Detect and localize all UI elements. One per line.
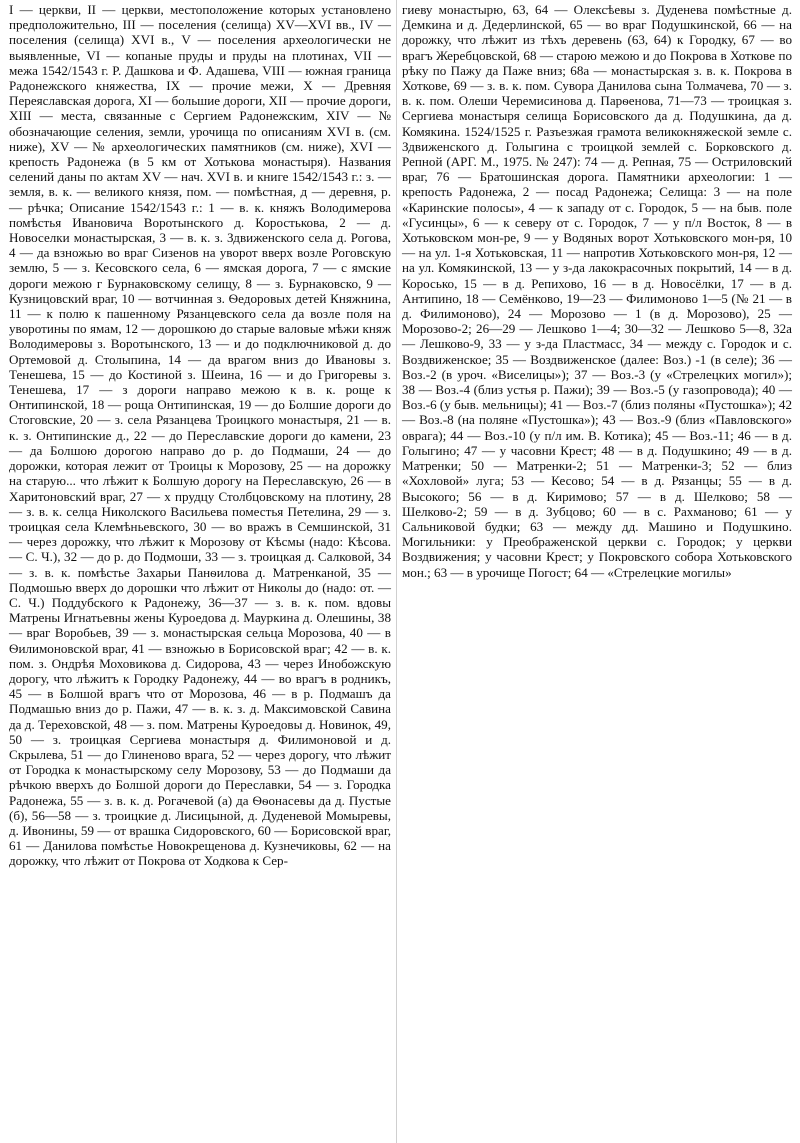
right-column	[402, 2, 792, 580]
left-column	[9, 2, 391, 869]
right-column-text: гиеву монастырю, 63, 64 — Олексѣевы з. Дуденева помѣстные д. Демкина и д. Дедерлинской, 65 — во враг Подушкинской, 66 — на дорожку, что лѣжит из тѣхъ деревень (63, 64) к Городку, 67 — во врагъ Жеребцовской, 68 — старою межою и до Покрова в Хоткове по рѣку по Пажу да Паже вниз; 68а — монастырская з. в. к. Покрова в Хоткове, 69 — з. в. к. пом. Сувора Данилова сына Толмачева, 70 — з. в. к. пом. Олеши Черемисинова д. Парѳенова, 71—73 — троицкая з. Сергиева монастыря селища Борисовского да д. Подушкина, да д. Комякина. 1524/1525 г. Разъезжая грамота великокняжеской земле с. Здвиженского д. Голыгина с троицкой землей с. Борковского д. Репной (АРГ. М., 1975. № 247): 74 — д. Репная, 75 — Остриловский враг, 76 — Братошинская дорога. Памятники археологии: 1 — крепость Радонежа, 2 — посад Радонежа; Селища: 3 — на поле «Каринские полосы», 4 — к западу от с. Городок, 5 — на быв. поле «Гусинцы», 6 — к северу от с. Городок, 7 — у п/л Восток, 8 — в Хотьковском мон-ре, 9 — у Водяных ворот Хотьковского мон-ря, 10 — на ул. 1-я Хотьковская, 11 — напротив Хотьковского мон-ря, 12 — на ул. Комякинской, 13 — у з-да лакокрасочных покрытий, 14 — в д. Коросько, 15 — в д. Репихово, 16 — в д. Новосёлки, 17 — в д. Антипино, 18 — Семёнково, 19—23 — Филимоново 1—5 (№ 21 — в д. Филимоново), 24 — Морозово — 1 (в д. Морозово), 25 — Морозово-2; 26—29 — Лешково 1—4; 30—32 — Лешково 5—8, 32а — Лешково-9, 33 — у з-да Пластмасс, 34 — между с. Городок и с. Воздвиженское; 35 — Воздвиженское (далее: Воз.) -1 (в селе); 36 — Воз.-2 (в уроч. «Виселицы»); 37 — Воз.-3 (у «Стрелецких могил»); 38 — Воз.-4 (близ устья р. Пажи); 39 — Воз.-5 (у газопровода); 40 — Воз.-6 (у быв. мельницы); 41 — Воз.-7 (близ поляны «Пустошка»); 42 — Воз.-8 (на поляне «Пустошка»); 43 — Воз.-9 (близ «Павловского» оврага); 44 — Воз.-10 (у п/л им. В. Котика); 45 — Воз.-11; 46 — в д. Голыгино; 47 — у часовни Крест; 48 — в д. Подушкино; 49 — в д. Матренки; 50 — Матренки-2; 51 — Матренки-3; 52 — близ «Хохловой» луга; 53 — Кесово; 54 — в д. Рязанцы; 55 — в д. Высокого; 56 — в д. Киримово; 57 — в д. Шелково; 58 — Шелково-2; 59 — в д. Зубцово; 60 — в с. Рахманово; 61 — у Сальниковой будки; 63 — между дд. Машино и Подушкино. Могильники: у Преображенской церкви с. Городок; у церкви Воздвижения; у часовни Крест; у Покровского собора Хотьковского мон.; 63 — в урочище Погост; 64 — «Стрелецкие могилы»	[402, 2, 792, 580]
left-column-text: I — церкви, II — церкви, местоположение которых установлено предположительно, III — поселения (селища) XV—XVI вв., IV — поселения (селища) XVI в., V — поселения археологически не выявленные, VI — копаные пруды и пруды на плотинах, VII — межа 1542/1543 г. Р. Дашкова и Ф. Адашева, VIII — южная граница Радонежского княжества, IX — прочие межи, X — Древняя Переяславская дорога, XI — большие дороги, XII — прочие дороги, XIII — места, связанные с Сергием Радонежским, XIV — № обозначающие селения, земли, урочища по описаниям XVI в. (см. ниже), XV — № археологических памятников (см. ниже), XVI — крепость Радонежа (в 5 км от Хотькова монастыря). Названия селений даны по актам XV — нач. XVI в. и книге 1542/1543 г.: з. — земля, в. к. — великого князя, пом. — помѣстная, д — деревня, р. — рѣчка; Описание 1542/1543 г.: 1 — в. к. княжъ Володимерова помѣстья Ивановича Воротынского д. Коростькова, 2 — д. Новоселки монастырская, 3 — в. к. з. Здвиженского села д. Рогова, 4 — да взножью во враг Сизенов на уворот вверх возле Роговскую землю, 5 — з. Кесовского села, 6 — ямская дорога, 7 — с ямские дороги межою г Бурнаковскому селищу, 8 — з. Бурнаковско, 9 — Кузницовский враг, 10 — вотчинная з. Ѳедоровых детей Княжнина, 11 — к полю к пашенному Рязанцевского села да возле поля на уворотины по ямам, 12 — дорошкою до старые валовые мѣжи княж Володимеровы з. Воротынского, 13 — и до подключниковой д. до Ортемовой д. Столыпина, 14 — да врагом вниз до Ивановы з. Тенешева, 15 — до Костиной з. Шеина, 16 — и до Григоревы з. Тенешева, 17 — з дороги направо межою к в. к. роще к Онтипинской, 18 — роща Онтипинская, 19 — до Болшие дороги до Стоговские, 20 — з. села Рязанцева Троицкого монастыря, 21 — в. к. з. Онтипинские д., 22 — до Переславские дороги до камени, 23 — да Болшою дорогою направо до р. до Подмаши, 24 — до дорожки, которая лежит от Троицы к Морозову, 25 — на дорожку на старую... что лѣжит к Болшую дорогу на Переславскую, 26 — в Харитоновский враг, 27 — х прудцу Столбцовскому на плотину, 28 — з. в. к. селца Николского Васильева поместья Петелина, 29 — з. троицкая села Клемѣньевского, 30 — во вражъ в Семшинской, 31 — через дорожку, что лѣжит к Морозову от Кѣсмы (надо: Кѣсова. — С. Ч.), 32 — до р. до Подмоши, 33 — з. троицкая д. Салковой, 34 — з. в. к. помѣстье Захарьи Панѳилова д. Матренканой, 35 — Подмошью вверх до дорошки что лѣжит от Николы до (надо: от. — С. Ч.) Поддубского к Радонежу, 36—37 — з. в. к. пом. вдовы Матрены Игнатьевны жены Куроедова д. Мауркина д. Олешины, 38 — враг Воробьев, 39 — з. монастырская сельца Морозова, 40 — в Ѳилимоновской враг, 41 — взножью в Борисовской враг; 42 — в. к. пом. з. Ондрѣя Моховикова д. Сидорова, 43 — через Инобожскую дорогу, что лѣжитъ к Городку Радонежу, 44 — во врагъ в родникъ, 45 — в Болшой врагъ что от Морозова, 46 — в р. Подмашъ да Подмашью вниз до р. Пажи, 47 — в. к. з. д. Максимовской Савина да д. Тереховской, 48 — з. пом. Матрены Куроедовы д. Новинок, 49, 50 — з. троицкая Сергиева монастыря д. Филимоновой и д. Скрылева, 51 — до Глиненово врага, 52 — через дорогу, что лѣжит от Городка к монастырскому селу Морозову, 53 — до Подмаши да рѣчкою вверхъ до Болшой дороги до Переславки, 54 — з. Городка Радонежа, 55 — з. в. к. д. Рогачевой (а) да Ѳѳонасевы да д. Пустые (б), 56—58 — з. троицкие д. Лисицыной, д. Дуденевой Момыревы, д. Ивонины, 59 — от врашка Сидоровского, 60 — Борисовской враг, 61 — Данилова помѣстье Новокрещенова д. Кузнечиковы, 62 — на дорожку, что лѣжит от Покрова от Ходкова к Сер-	[9, 2, 391, 869]
column-divider	[396, 0, 397, 1143]
